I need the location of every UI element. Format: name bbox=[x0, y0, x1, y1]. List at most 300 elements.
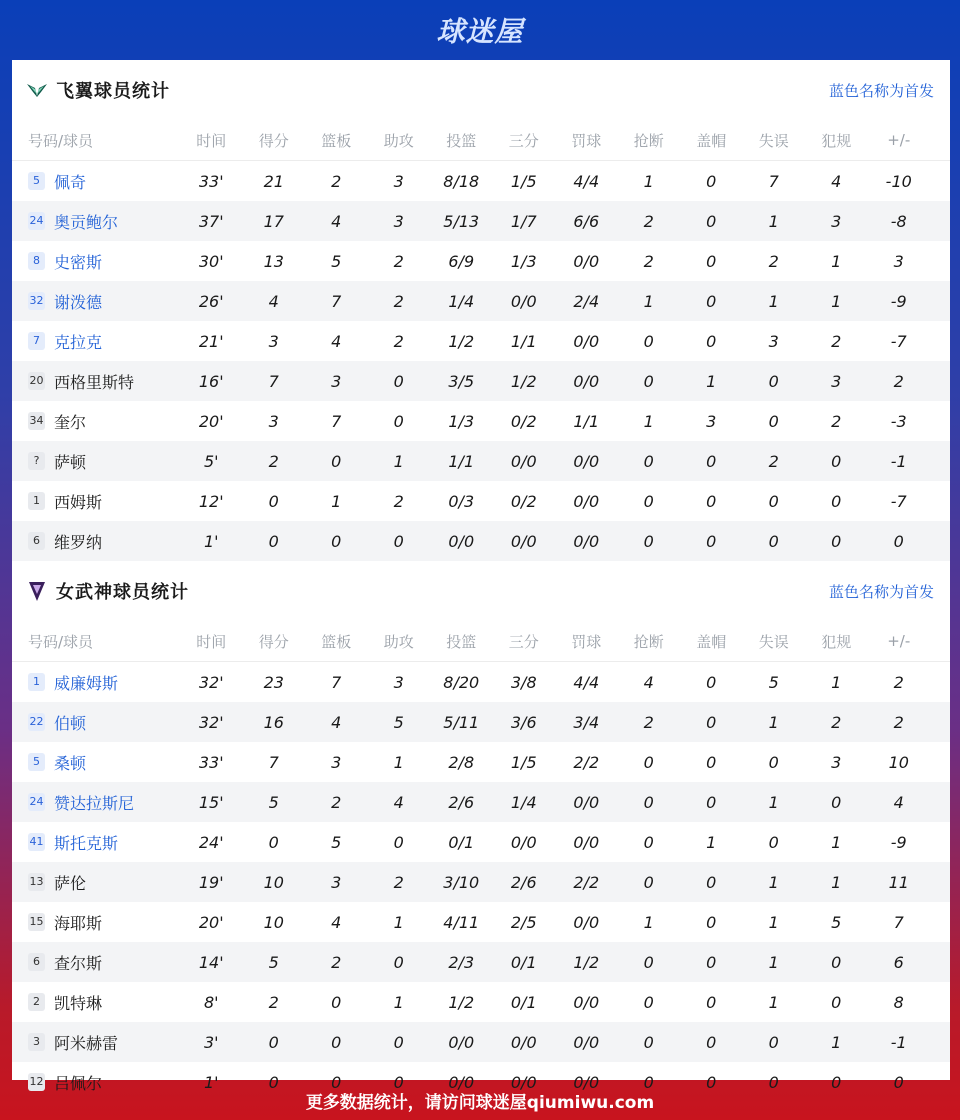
stat-cell: 0/1 bbox=[510, 992, 537, 1012]
jersey-number-badge: 6 bbox=[28, 953, 45, 971]
stat-cell: 6/6 bbox=[573, 211, 600, 231]
stat-cell: 0 bbox=[768, 411, 779, 431]
player-name: 萨伦 bbox=[54, 873, 87, 893]
table-row bbox=[12, 822, 950, 862]
stat-cell: 0 bbox=[706, 792, 717, 812]
stat-cell: 2 bbox=[643, 211, 654, 231]
stat-cell: 4 bbox=[643, 672, 654, 692]
column-header: 得分 bbox=[258, 131, 289, 150]
stat-cell: 13 bbox=[263, 251, 284, 271]
player-cell bbox=[12, 490, 180, 513]
stat-cell: 8' bbox=[203, 992, 219, 1012]
stat-cell: 33' bbox=[198, 752, 224, 772]
table-row bbox=[12, 942, 950, 982]
stat-cell: 1' bbox=[203, 1072, 219, 1092]
jersey-number-badge: 24 bbox=[28, 212, 45, 230]
stat-cell: 2/2 bbox=[573, 752, 600, 772]
jersey-number-badge: 7 bbox=[28, 332, 45, 350]
stat-cell: 0/0 bbox=[510, 531, 537, 551]
stat-cell: 1 bbox=[393, 451, 404, 471]
stat-cell: 2 bbox=[268, 992, 279, 1012]
stat-cell: 0/0 bbox=[573, 531, 600, 551]
stat-cell: 2 bbox=[643, 251, 654, 271]
stat-cell: 5 bbox=[331, 251, 342, 271]
stat-cell: 3/10 bbox=[443, 872, 480, 892]
stat-cell: 1 bbox=[831, 672, 842, 692]
player-name[interactable]: 佩奇 bbox=[54, 172, 87, 192]
stat-cell: 2 bbox=[268, 451, 279, 471]
team-section-1 bbox=[12, 561, 950, 1102]
stat-cell: 0/1 bbox=[510, 952, 537, 972]
stat-cell: 0 bbox=[706, 752, 717, 772]
player-name[interactable]: 谢泼德 bbox=[54, 292, 103, 312]
stat-cell: 1/3 bbox=[510, 251, 537, 271]
column-header: 失误 bbox=[758, 632, 789, 651]
stat-cell: 0 bbox=[643, 491, 654, 511]
stat-cell: 0 bbox=[706, 912, 717, 932]
stat-cell: 3/5 bbox=[448, 371, 475, 391]
stat-cell: 20' bbox=[198, 411, 224, 431]
stat-cell: 1/4 bbox=[448, 291, 475, 311]
stat-cell: 11 bbox=[888, 872, 909, 892]
stat-cell: 2 bbox=[393, 291, 404, 311]
stat-cell: 0/1 bbox=[448, 832, 475, 852]
stat-cell: 4 bbox=[331, 712, 342, 732]
stat-cell: -1 bbox=[890, 1032, 907, 1052]
stat-cell: 0 bbox=[393, 952, 404, 972]
player-name: 吕佩尔 bbox=[54, 1073, 103, 1093]
stat-cell: 0 bbox=[831, 451, 842, 471]
stat-cell: 0 bbox=[706, 291, 717, 311]
jersey-number-badge: 34 bbox=[28, 412, 45, 430]
stat-cell: 3 bbox=[831, 752, 842, 772]
stat-cell: 0 bbox=[706, 992, 717, 1012]
stat-cell: 0/0 bbox=[510, 291, 537, 311]
column-header: 时间 bbox=[196, 131, 227, 150]
stat-cell: 0 bbox=[643, 1072, 654, 1092]
player-cell bbox=[12, 951, 180, 974]
stat-cell: 0/0 bbox=[448, 531, 475, 551]
stat-cell: 1 bbox=[393, 912, 404, 932]
player-name[interactable]: 奥贡鲍尔 bbox=[54, 212, 119, 232]
stat-cell: 7 bbox=[331, 672, 342, 692]
stat-cell: 7 bbox=[268, 371, 279, 391]
jersey-number-badge: 12 bbox=[28, 1073, 45, 1091]
stat-cell: 33' bbox=[198, 171, 224, 191]
stat-cell: 2 bbox=[393, 251, 404, 271]
player-name[interactable]: 斯托克斯 bbox=[54, 833, 119, 853]
stat-cell: 2 bbox=[831, 331, 842, 351]
stat-cell: 0/0 bbox=[573, 832, 600, 852]
stat-cell: 5 bbox=[331, 832, 342, 852]
jersey-number-badge: 13 bbox=[28, 873, 45, 891]
stat-cell: 0 bbox=[768, 1072, 779, 1092]
stat-cell: 1/5 bbox=[510, 171, 537, 191]
stat-cell: 0 bbox=[768, 371, 779, 391]
jersey-number-badge: 2 bbox=[28, 993, 45, 1011]
stat-cell: 0 bbox=[706, 491, 717, 511]
player-name: 萨顿 bbox=[54, 452, 87, 472]
stat-cell: 4/11 bbox=[443, 912, 480, 932]
team-header bbox=[12, 60, 950, 120]
stat-cell: 0/0 bbox=[573, 912, 600, 932]
jersey-number-badge: 1 bbox=[28, 673, 45, 691]
player-cell bbox=[12, 1031, 180, 1054]
jersey-number-badge: 1 bbox=[28, 492, 45, 510]
jersey-number-badge: ? bbox=[28, 452, 45, 470]
stat-cell: 3 bbox=[331, 872, 342, 892]
jersey-number-badge: 3 bbox=[28, 1033, 45, 1051]
stat-cell: -1 bbox=[890, 451, 907, 471]
table-row bbox=[12, 401, 950, 441]
stat-cell: 32' bbox=[198, 712, 224, 732]
column-header: 抢断 bbox=[633, 632, 664, 651]
stat-cell: 0 bbox=[831, 952, 842, 972]
stat-cell: 4/4 bbox=[573, 171, 600, 191]
starter-note: 蓝色名称为首发 bbox=[828, 582, 934, 601]
stat-cell: 1 bbox=[706, 371, 717, 391]
column-header: 投篮 bbox=[446, 131, 477, 150]
stat-cell: 3 bbox=[268, 411, 279, 431]
stat-cell: 3 bbox=[831, 211, 842, 231]
player-cell bbox=[12, 911, 180, 934]
stat-cell: 0 bbox=[706, 1032, 717, 1052]
stat-cell: 0 bbox=[331, 1072, 342, 1092]
stat-cell: 0 bbox=[268, 1072, 279, 1092]
stat-cell: 10 bbox=[888, 752, 909, 772]
stat-cell: 15' bbox=[198, 792, 224, 812]
column-header: 时间 bbox=[196, 632, 227, 651]
stat-cell: 8/18 bbox=[443, 171, 480, 191]
stat-cell: 1 bbox=[768, 792, 779, 812]
stat-cell: 5 bbox=[268, 792, 279, 812]
stat-cell: 1/1 bbox=[510, 331, 537, 351]
table-row bbox=[12, 662, 950, 702]
stat-cell: 4 bbox=[331, 912, 342, 932]
stat-cell: 4 bbox=[393, 792, 404, 812]
table-row bbox=[12, 862, 950, 902]
stat-cell: 0 bbox=[643, 371, 654, 391]
stat-cell: 3 bbox=[331, 752, 342, 772]
stat-cell: 1' bbox=[203, 531, 219, 551]
column-header: 盖帽 bbox=[696, 131, 727, 150]
player-cell bbox=[12, 991, 180, 1014]
player-name[interactable]: 桑顿 bbox=[54, 753, 87, 773]
stat-cell: 1 bbox=[768, 872, 779, 892]
stat-cell: 1 bbox=[393, 992, 404, 1012]
table-row bbox=[12, 201, 950, 241]
stat-cell: -10 bbox=[885, 171, 912, 191]
stat-cell: 0 bbox=[393, 411, 404, 431]
stat-cell: 1 bbox=[706, 832, 717, 852]
stat-cell: 1/2 bbox=[448, 331, 475, 351]
stat-cell: 0/0 bbox=[573, 331, 600, 351]
stat-cell: 3 bbox=[268, 331, 279, 351]
team-header bbox=[12, 561, 950, 621]
team-section-0 bbox=[12, 60, 950, 561]
player-name: 西姆斯 bbox=[54, 492, 103, 512]
stat-cell: 26' bbox=[198, 291, 224, 311]
column-header: 助攻 bbox=[383, 632, 414, 651]
stat-cell: 2 bbox=[893, 712, 904, 732]
stat-cell: 3 bbox=[768, 331, 779, 351]
table-row bbox=[12, 1022, 950, 1062]
stat-cell: 1 bbox=[831, 251, 842, 271]
stat-cell: 4 bbox=[893, 792, 904, 812]
jersey-number-badge: 41 bbox=[28, 833, 45, 851]
stat-cell: 3 bbox=[893, 251, 904, 271]
stats-panel bbox=[12, 60, 950, 1093]
stat-cell: 17 bbox=[263, 211, 284, 231]
stat-cell: 2 bbox=[893, 371, 904, 391]
player-cell bbox=[12, 330, 180, 353]
stat-cell: 4 bbox=[331, 211, 342, 231]
stat-cell: 20' bbox=[198, 912, 224, 932]
column-header: 得分 bbox=[258, 632, 289, 651]
stat-cell: 7 bbox=[331, 291, 342, 311]
column-header: +/- bbox=[887, 131, 911, 149]
stat-cell: 0/0 bbox=[510, 832, 537, 852]
stat-cell: 5/13 bbox=[443, 211, 480, 231]
column-header: 篮板 bbox=[321, 632, 352, 651]
stat-cell: 0 bbox=[893, 531, 904, 551]
stat-cell: 0 bbox=[706, 952, 717, 972]
stat-cell: 2 bbox=[643, 712, 654, 732]
stat-cell: 4 bbox=[831, 171, 842, 191]
stat-cell: 12' bbox=[198, 491, 224, 511]
stat-cell: 1 bbox=[331, 491, 342, 511]
jersey-number-badge: 32 bbox=[28, 292, 45, 310]
table-row bbox=[12, 702, 950, 742]
stat-cell: 3 bbox=[331, 371, 342, 391]
stat-cell: 0 bbox=[643, 752, 654, 772]
stat-cell: 3 bbox=[393, 171, 404, 191]
column-header: 失误 bbox=[758, 131, 789, 150]
stat-cell: 0 bbox=[706, 672, 717, 692]
stat-cell: 0/0 bbox=[448, 1072, 475, 1092]
stat-cell: 1/2 bbox=[573, 952, 600, 972]
stat-cell: 10 bbox=[263, 912, 284, 932]
stat-cell: 2 bbox=[831, 712, 842, 732]
player-cell bbox=[12, 671, 180, 694]
stat-cell: 10 bbox=[263, 872, 284, 892]
stat-cell: 5/11 bbox=[443, 712, 480, 732]
player-cell bbox=[12, 530, 180, 553]
stat-cell: 1 bbox=[643, 912, 654, 932]
player-name: 海耶斯 bbox=[54, 913, 103, 933]
stat-cell: 1/2 bbox=[448, 992, 475, 1012]
stat-cell: 0 bbox=[831, 1072, 842, 1092]
stat-cell: 0 bbox=[643, 872, 654, 892]
stat-cell: 0 bbox=[643, 531, 654, 551]
stat-cell: 1 bbox=[768, 291, 779, 311]
stat-cell: 0 bbox=[331, 531, 342, 551]
table-row bbox=[12, 481, 950, 521]
stat-cell: 2 bbox=[331, 171, 342, 191]
stat-cell: 0/0 bbox=[573, 371, 600, 391]
stat-cell: 0 bbox=[643, 451, 654, 471]
stat-cell: 2 bbox=[331, 792, 342, 812]
stat-cell: 8 bbox=[893, 992, 904, 1012]
player-name: 维罗纳 bbox=[54, 532, 103, 552]
stat-cell: 6/9 bbox=[448, 251, 475, 271]
stat-cell: 0 bbox=[768, 531, 779, 551]
stat-cell: 0 bbox=[831, 992, 842, 1012]
player-cell bbox=[12, 170, 180, 193]
valkyries-logo-icon bbox=[26, 580, 48, 602]
stat-cell: 7 bbox=[331, 411, 342, 431]
table-row bbox=[12, 742, 950, 782]
stat-cell: 0/2 bbox=[510, 491, 537, 511]
table-row bbox=[12, 281, 950, 321]
stat-cell: 0 bbox=[768, 832, 779, 852]
stat-cell: 1 bbox=[643, 411, 654, 431]
stat-cell: 0/0 bbox=[573, 491, 600, 511]
stat-cell: 32' bbox=[198, 672, 224, 692]
stat-cell: 0 bbox=[768, 752, 779, 772]
column-header: 犯规 bbox=[821, 632, 852, 651]
stat-cell: 1 bbox=[768, 912, 779, 932]
table-row bbox=[12, 241, 950, 281]
stat-cell: 0 bbox=[706, 251, 717, 271]
jersey-number-badge: 22 bbox=[28, 713, 45, 731]
stat-cell: 1 bbox=[643, 291, 654, 311]
stat-cell: 24' bbox=[198, 832, 224, 852]
stat-cell: 0 bbox=[331, 992, 342, 1012]
stat-cell: 0 bbox=[643, 331, 654, 351]
stat-cell: 0 bbox=[706, 1072, 717, 1092]
stat-cell: 3 bbox=[393, 672, 404, 692]
player-name[interactable]: 伯顿 bbox=[54, 713, 87, 733]
table-row bbox=[12, 521, 950, 561]
stat-cell: 0 bbox=[706, 872, 717, 892]
stat-cell: 0 bbox=[706, 331, 717, 351]
player-name[interactable]: 克拉克 bbox=[54, 332, 103, 352]
jersey-number-badge: 8 bbox=[28, 252, 45, 270]
player-cell bbox=[12, 751, 180, 774]
column-header: 盖帽 bbox=[696, 632, 727, 651]
table-header bbox=[12, 120, 950, 161]
stat-cell: 1 bbox=[643, 171, 654, 191]
stat-cell: 3 bbox=[706, 411, 717, 431]
player-cell bbox=[12, 410, 180, 433]
player-rows bbox=[12, 161, 950, 561]
stat-cell: 0 bbox=[268, 832, 279, 852]
stat-cell: 0 bbox=[831, 531, 842, 551]
column-header: 助攻 bbox=[383, 131, 414, 150]
player-rows bbox=[12, 662, 950, 1102]
stat-cell: 0/0 bbox=[573, 992, 600, 1012]
stat-cell: 0/0 bbox=[573, 1032, 600, 1052]
stat-cell: 14' bbox=[198, 952, 224, 972]
stat-cell: 23 bbox=[263, 672, 284, 692]
column-header: 号码/球员 bbox=[28, 131, 94, 150]
stat-cell: 0 bbox=[393, 832, 404, 852]
player-name[interactable]: 史密斯 bbox=[54, 252, 103, 272]
player-cell bbox=[12, 250, 180, 273]
stat-cell: 0 bbox=[768, 491, 779, 511]
stat-cell: 2/5 bbox=[510, 912, 537, 932]
player-cell bbox=[12, 711, 180, 734]
stat-cell: 1/3 bbox=[448, 411, 475, 431]
stat-cell: 0/0 bbox=[448, 1032, 475, 1052]
stat-cell: 0 bbox=[331, 451, 342, 471]
player-name: 奎尔 bbox=[54, 412, 87, 432]
stat-cell: 0/0 bbox=[510, 451, 537, 471]
stat-cell: 21' bbox=[198, 331, 224, 351]
stat-cell: 2 bbox=[893, 672, 904, 692]
stat-cell: 0 bbox=[393, 531, 404, 551]
column-header: 篮板 bbox=[321, 131, 352, 150]
stat-cell: 0/0 bbox=[510, 1032, 537, 1052]
stat-cell: 0 bbox=[706, 211, 717, 231]
table-row bbox=[12, 982, 950, 1022]
stat-cell: -9 bbox=[890, 832, 907, 852]
stat-cell: 1 bbox=[768, 211, 779, 231]
stat-cell: 7 bbox=[768, 171, 779, 191]
stat-cell: 5 bbox=[831, 912, 842, 932]
footer-text: 更多数据统计，请访问球迷屋qiumiwu.com bbox=[305, 1092, 655, 1113]
stat-cell: 1/5 bbox=[510, 752, 537, 772]
stat-cell: 21 bbox=[263, 171, 284, 191]
stat-cell: 5 bbox=[768, 672, 779, 692]
stat-cell: 1 bbox=[768, 992, 779, 1012]
stat-cell: 4 bbox=[268, 291, 279, 311]
stat-cell: 0 bbox=[768, 1032, 779, 1052]
player-name: 阿米赫雷 bbox=[54, 1033, 119, 1053]
stat-cell: 3/4 bbox=[573, 712, 600, 732]
player-name[interactable]: 赞达拉斯尼 bbox=[54, 793, 135, 813]
wings-logo-icon bbox=[26, 79, 48, 101]
player-cell bbox=[12, 290, 180, 313]
stat-cell: 0/0 bbox=[573, 1072, 600, 1092]
stat-cell: 5 bbox=[393, 712, 404, 732]
stat-cell: 0 bbox=[331, 1032, 342, 1052]
table-row bbox=[12, 441, 950, 481]
stat-cell: 0/2 bbox=[510, 411, 537, 431]
stat-cell: 16' bbox=[198, 371, 224, 391]
stat-cell: 19' bbox=[198, 872, 224, 892]
player-cell bbox=[12, 871, 180, 894]
stat-cell: 2 bbox=[831, 411, 842, 431]
stat-cell: 1 bbox=[831, 832, 842, 852]
stat-cell: 0 bbox=[393, 371, 404, 391]
player-cell bbox=[12, 450, 180, 473]
stat-cell: 6 bbox=[893, 952, 904, 972]
table-row bbox=[12, 161, 950, 201]
stat-cell: 0 bbox=[643, 992, 654, 1012]
team-title: 女武神球员统计 bbox=[56, 582, 189, 603]
table-row bbox=[12, 902, 950, 942]
stat-cell: 5 bbox=[268, 952, 279, 972]
stat-cell: 7 bbox=[893, 912, 904, 932]
stat-cell: 2/3 bbox=[448, 952, 475, 972]
table-row bbox=[12, 782, 950, 822]
stat-cell: 0 bbox=[643, 952, 654, 972]
stat-cell: 0 bbox=[831, 792, 842, 812]
stat-cell: 0/0 bbox=[573, 792, 600, 812]
player-name[interactable]: 威廉姆斯 bbox=[54, 673, 119, 693]
stat-cell: 2/2 bbox=[573, 872, 600, 892]
stat-cell: 1 bbox=[831, 1032, 842, 1052]
stat-cell: 2 bbox=[768, 451, 779, 471]
stat-cell: 0 bbox=[393, 1072, 404, 1092]
site-logo: 球迷屋 bbox=[436, 15, 524, 48]
stat-cell: 1 bbox=[393, 752, 404, 772]
jersey-number-badge: 5 bbox=[28, 753, 45, 771]
stat-cell: 4/4 bbox=[573, 672, 600, 692]
team-title: 飞翼球员统计 bbox=[56, 81, 170, 102]
